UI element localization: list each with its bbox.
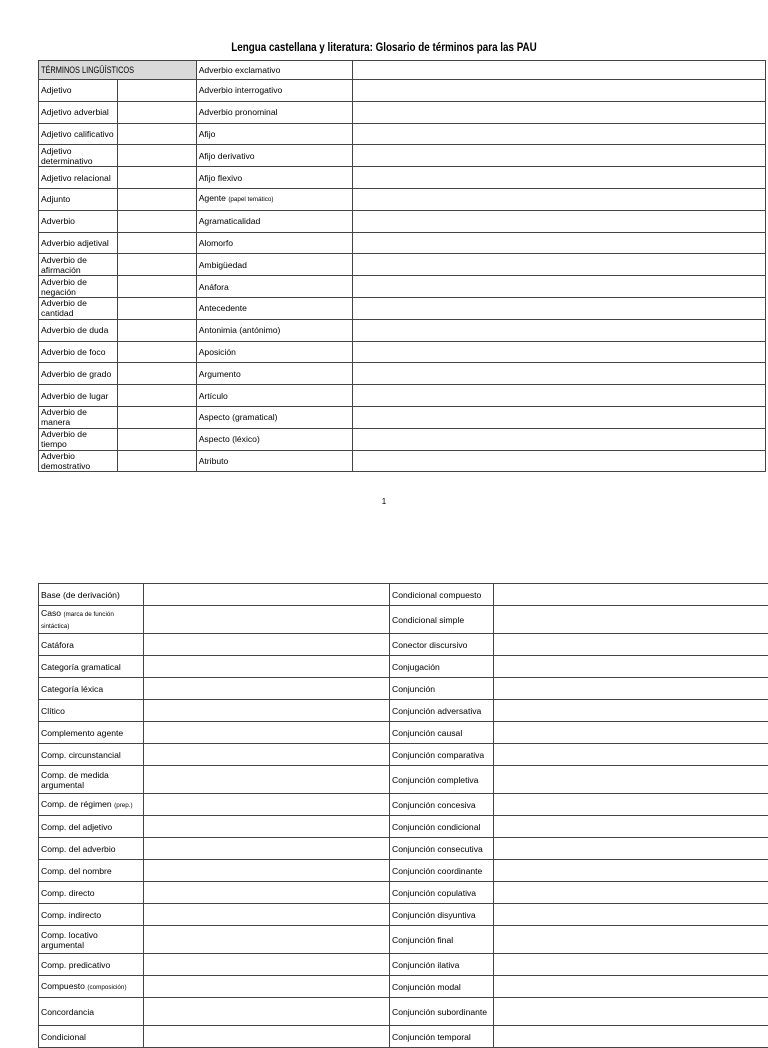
table-header-row xyxy=(39,61,766,80)
term-label: Adverbio interrogativo xyxy=(199,85,283,95)
term-label: Adverbio adjetival xyxy=(41,238,109,248)
term-cell xyxy=(390,656,494,678)
term-label: Conjunción temporal xyxy=(392,1032,471,1042)
term-label: Argumento xyxy=(199,369,241,379)
term-cell xyxy=(196,188,352,210)
term-cell xyxy=(390,606,494,634)
term-cell xyxy=(39,123,118,145)
table-row xyxy=(39,385,766,407)
term-label: Agente xyxy=(199,193,226,203)
definition-cell[interactable] xyxy=(352,123,765,145)
term-cell xyxy=(39,1026,144,1048)
table-row xyxy=(39,904,768,926)
definition-cell[interactable] xyxy=(117,232,196,254)
term-label: Base (de derivación) xyxy=(41,590,120,600)
term-cell xyxy=(39,363,118,385)
definition-cell[interactable] xyxy=(352,363,765,385)
term-label: Afijo derivativo xyxy=(199,151,255,161)
table-row xyxy=(39,860,768,882)
table-row xyxy=(39,744,768,766)
term-label: Aposición xyxy=(199,347,236,357)
term-label: Aspecto (léxico) xyxy=(199,434,260,444)
term-cell xyxy=(390,794,494,816)
term-label: Conjunción disyuntiva xyxy=(392,910,476,920)
term-label: Conjunción concesiva xyxy=(392,800,476,810)
definition-cell[interactable] xyxy=(117,188,196,210)
term-cell xyxy=(39,254,118,276)
term-cell: Adverbio exclamativo xyxy=(196,61,352,80)
definition-cell[interactable] xyxy=(494,882,768,904)
definition-cell[interactable] xyxy=(352,61,765,80)
term-label: Conjunción modal xyxy=(392,982,461,992)
term-cell xyxy=(390,678,494,700)
term-label: Conjunción consecutiva xyxy=(392,844,483,854)
definition-cell[interactable] xyxy=(352,210,765,232)
term-label: Comp. locativo argumental xyxy=(41,930,98,950)
definition-cell[interactable] xyxy=(352,385,765,407)
term-cell xyxy=(196,450,352,472)
definition-cell[interactable] xyxy=(494,722,768,744)
term-label: Condicional simple xyxy=(392,615,464,625)
term-label: Adjunto xyxy=(41,194,70,204)
term-label: Conjunción adversativa xyxy=(392,706,481,716)
term-cell xyxy=(390,1026,494,1048)
definition-cell[interactable] xyxy=(352,276,765,298)
table-row xyxy=(39,450,766,472)
term-label: Conjunción causal xyxy=(392,728,462,738)
term-cell xyxy=(196,341,352,363)
term-label: Concordancia xyxy=(41,1007,94,1017)
table-row xyxy=(39,80,766,102)
term-cell xyxy=(196,385,352,407)
term-cell xyxy=(39,232,118,254)
table-row xyxy=(39,700,768,722)
term-cell xyxy=(196,319,352,341)
term-label: Adverbio de duda xyxy=(41,325,108,335)
definition-cell[interactable] xyxy=(144,954,390,976)
term-cell xyxy=(39,904,144,926)
definition-cell[interactable] xyxy=(494,744,768,766)
definition-cell[interactable] xyxy=(494,998,768,1026)
term-label: Comp. del adjetivo xyxy=(41,822,112,832)
definition-cell[interactable] xyxy=(494,904,768,926)
definition-cell[interactable] xyxy=(352,297,765,319)
term-cell xyxy=(39,926,144,954)
definition-cell[interactable] xyxy=(117,363,196,385)
term-cell xyxy=(39,976,144,998)
glossary-table-1 xyxy=(38,60,766,472)
glossary-table-2 xyxy=(38,583,768,1048)
term-label: Adjetivo determinativo xyxy=(41,146,93,166)
definition-cell[interactable] xyxy=(144,656,390,678)
header-cell-terms xyxy=(39,61,197,80)
definition-cell[interactable] xyxy=(494,976,768,998)
term-label: Conjunción comparativa xyxy=(392,750,484,760)
term-label: Atributo xyxy=(199,456,229,466)
definition-cell[interactable] xyxy=(144,816,390,838)
term-cell xyxy=(196,101,352,123)
term-label: Condicional xyxy=(41,1032,86,1042)
term-cell xyxy=(390,634,494,656)
table-row xyxy=(39,722,768,744)
definition-cell[interactable] xyxy=(494,766,768,794)
table-row xyxy=(39,363,766,385)
term-label: Adjetivo calificativo xyxy=(41,129,114,139)
term-note: (prep.) xyxy=(114,802,133,809)
term-label: Alomorfo xyxy=(199,238,233,248)
table-row xyxy=(39,428,766,450)
term-cell xyxy=(196,254,352,276)
term-label: Conjunción copulativa xyxy=(392,888,476,898)
table-row xyxy=(39,998,768,1026)
term-label: Adverbio xyxy=(41,216,75,226)
definition-cell[interactable] xyxy=(494,656,768,678)
definition-cell[interactable] xyxy=(117,450,196,472)
table-row xyxy=(39,145,766,167)
term-cell xyxy=(39,276,118,298)
term-label: Ambigüedad xyxy=(199,260,247,270)
term-cell xyxy=(39,954,144,976)
table-row xyxy=(39,816,768,838)
definition-cell[interactable] xyxy=(117,385,196,407)
definition-cell[interactable] xyxy=(117,428,196,450)
term-cell xyxy=(390,700,494,722)
term-label: Antecedente xyxy=(199,303,247,313)
definition-cell[interactable] xyxy=(352,145,765,167)
term-label: Agramaticalidad xyxy=(199,216,261,226)
term-cell xyxy=(390,744,494,766)
term-cell xyxy=(39,816,144,838)
table-row xyxy=(39,210,766,232)
definition-cell[interactable] xyxy=(144,794,390,816)
term-label: Adjetivo xyxy=(41,85,72,95)
definition-cell[interactable] xyxy=(117,319,196,341)
term-cell xyxy=(196,210,352,232)
term-cell xyxy=(390,838,494,860)
definition-cell[interactable] xyxy=(494,926,768,954)
term-cell xyxy=(39,606,144,634)
term-cell xyxy=(390,722,494,744)
term-cell xyxy=(390,926,494,954)
table-row xyxy=(39,634,768,656)
term-cell xyxy=(196,406,352,428)
definition-cell[interactable] xyxy=(144,998,390,1026)
term-label: Comp. directo xyxy=(41,888,95,898)
definition-cell[interactable] xyxy=(494,794,768,816)
table-row xyxy=(39,319,766,341)
definition-cell[interactable] xyxy=(117,254,196,276)
term-label: Adverbio demostrativo xyxy=(41,451,90,471)
term-label: Categoría gramatical xyxy=(41,662,121,672)
term-cell xyxy=(196,428,352,450)
definition-cell[interactable] xyxy=(144,860,390,882)
term-cell xyxy=(390,882,494,904)
definition-cell[interactable] xyxy=(144,584,390,606)
table-row xyxy=(39,584,768,606)
term-label: Afijo flexivo xyxy=(199,173,242,183)
term-label: Conector discursivo xyxy=(392,640,467,650)
term-label: Adjetivo adverbial xyxy=(41,107,109,117)
term-label: Comp. del adverbio xyxy=(41,844,116,854)
term-label: Conjunción ilativa xyxy=(392,960,459,970)
definition-cell[interactable] xyxy=(144,766,390,794)
term-cell xyxy=(39,319,118,341)
header-label: TÉRMINOS LINGÜÍSTICOS xyxy=(41,65,134,75)
term-label: Antonimia (antónimo) xyxy=(199,325,281,335)
term-cell xyxy=(39,794,144,816)
term-label: Anáfora xyxy=(199,282,229,292)
table-row xyxy=(39,954,768,976)
page-number: 1 xyxy=(0,497,768,506)
table-row xyxy=(39,606,768,634)
table-row xyxy=(39,167,766,189)
definition-cell[interactable] xyxy=(494,1026,768,1048)
definition-cell[interactable] xyxy=(352,232,765,254)
definition-cell[interactable] xyxy=(144,1026,390,1048)
table-row xyxy=(39,276,766,298)
term-cell xyxy=(390,954,494,976)
table-row xyxy=(39,101,766,123)
definition-cell[interactable] xyxy=(117,80,196,102)
table-row xyxy=(39,1026,768,1048)
definition-cell[interactable] xyxy=(144,606,390,634)
definition-cell[interactable] xyxy=(352,188,765,210)
term-cell xyxy=(39,341,118,363)
term-label: Adverbio de foco xyxy=(41,347,106,357)
definition-cell[interactable] xyxy=(117,297,196,319)
definition-cell[interactable] xyxy=(144,882,390,904)
term-note: (composición) xyxy=(87,984,126,991)
table-row xyxy=(39,232,766,254)
definition-cell[interactable] xyxy=(144,634,390,656)
table-row xyxy=(39,297,766,319)
table-row xyxy=(39,678,768,700)
definition-cell[interactable] xyxy=(144,976,390,998)
term-cell xyxy=(39,406,118,428)
definition-cell[interactable] xyxy=(352,167,765,189)
term-cell xyxy=(390,976,494,998)
term-cell xyxy=(39,744,144,766)
definition-cell[interactable] xyxy=(117,167,196,189)
term-note: (papel temático) xyxy=(228,196,273,203)
definition-cell[interactable] xyxy=(352,450,765,472)
definition-cell[interactable] xyxy=(352,80,765,102)
term-cell xyxy=(39,838,144,860)
term-label: Comp. circunstancial xyxy=(41,750,121,760)
term-cell xyxy=(39,80,118,102)
table-row xyxy=(39,882,768,904)
term-label: Adverbio de lugar xyxy=(41,391,108,401)
term-label: Compuesto xyxy=(41,981,85,991)
table-row xyxy=(39,926,768,954)
definition-cell[interactable] xyxy=(494,860,768,882)
term-cell xyxy=(39,188,118,210)
term-label: Condicional compuesto xyxy=(392,590,481,600)
definition-cell[interactable] xyxy=(144,838,390,860)
definition-cell[interactable] xyxy=(117,145,196,167)
definition-cell[interactable] xyxy=(117,101,196,123)
term-cell xyxy=(390,904,494,926)
term-label: Conjunción xyxy=(392,684,435,694)
definition-cell[interactable] xyxy=(494,954,768,976)
definition-cell[interactable] xyxy=(144,700,390,722)
definition-cell[interactable] xyxy=(144,678,390,700)
term-cell xyxy=(39,145,118,167)
term-cell xyxy=(390,860,494,882)
definition-cell[interactable] xyxy=(352,428,765,450)
term-label: Conjunción condicional xyxy=(392,822,480,832)
term-label: Catáfora xyxy=(41,640,74,650)
term-cell xyxy=(196,145,352,167)
term-label: Complemento agente xyxy=(41,728,123,738)
definition-cell[interactable] xyxy=(494,838,768,860)
definition-cell[interactable] xyxy=(144,744,390,766)
term-label: Conjunción completiva xyxy=(392,775,478,785)
table-row xyxy=(39,656,768,678)
table-row xyxy=(39,406,766,428)
term-cell xyxy=(390,816,494,838)
definition-cell[interactable] xyxy=(352,101,765,123)
term-label: Conjunción subordinante xyxy=(392,1007,487,1017)
term-cell xyxy=(39,450,118,472)
term-cell xyxy=(39,584,144,606)
table-row xyxy=(39,254,766,276)
definition-cell[interactable] xyxy=(117,210,196,232)
definition-cell[interactable] xyxy=(352,254,765,276)
term-cell xyxy=(39,210,118,232)
table-row xyxy=(39,838,768,860)
definition-cell[interactable] xyxy=(494,606,768,634)
term-cell xyxy=(39,297,118,319)
definition-cell[interactable] xyxy=(494,700,768,722)
definition-cell[interactable] xyxy=(494,634,768,656)
term-label: Conjunción coordinante xyxy=(392,866,482,876)
table-row xyxy=(39,188,766,210)
term-label: Adverbio de tiempo xyxy=(41,429,87,449)
term-cell xyxy=(390,584,494,606)
definition-cell[interactable] xyxy=(117,123,196,145)
term-cell xyxy=(39,101,118,123)
term-label: Comp. de régimen xyxy=(41,799,112,809)
term-cell xyxy=(196,80,352,102)
definition-cell[interactable] xyxy=(494,816,768,838)
term-cell xyxy=(39,860,144,882)
term-label: Adjetivo relacional xyxy=(41,173,111,183)
definition-cell[interactable] xyxy=(117,276,196,298)
term-cell xyxy=(196,297,352,319)
table-row xyxy=(39,766,768,794)
definition-cell[interactable] xyxy=(352,319,765,341)
table-row xyxy=(39,341,766,363)
term-label: Aspecto (gramatical) xyxy=(199,412,278,422)
term-cell xyxy=(390,998,494,1026)
term-label: Adverbio de manera xyxy=(41,407,87,427)
definition-cell[interactable] xyxy=(494,584,768,606)
term-cell xyxy=(39,385,118,407)
term-label: Caso xyxy=(41,608,61,618)
definition-cell[interactable] xyxy=(144,926,390,954)
term-note: (marca de función sintáctica) xyxy=(41,611,114,630)
term-label: Conjugación xyxy=(392,662,440,672)
page-title: Lengua castellana y literatura: Glosario de términos para las PAU xyxy=(69,40,699,54)
term-cell xyxy=(196,276,352,298)
term-label: Comp. indirecto xyxy=(41,910,101,920)
term-cell xyxy=(39,634,144,656)
term-label: Adverbio de negación xyxy=(41,277,87,297)
term-label: Comp. de medida argumental xyxy=(41,770,109,790)
term-label: Comp. predicativo xyxy=(41,960,110,970)
term-cell xyxy=(39,656,144,678)
term-cell xyxy=(39,882,144,904)
term-cell xyxy=(39,428,118,450)
term-label: Afijo xyxy=(199,129,216,139)
term-label: Artículo xyxy=(199,391,228,401)
definition-cell[interactable] xyxy=(352,341,765,363)
term-label: Adverbio de cantidad xyxy=(41,298,87,318)
table-row xyxy=(39,794,768,816)
term-label: Conjunción final xyxy=(392,935,453,945)
term-label: Adverbio pronominal xyxy=(199,107,278,117)
term-label: Adverbio de grado xyxy=(41,369,111,379)
term-label: Adverbio de afirmación xyxy=(41,255,87,275)
term-cell xyxy=(196,363,352,385)
table-row xyxy=(39,976,768,998)
term-cell xyxy=(196,167,352,189)
term-cell xyxy=(39,700,144,722)
term-cell xyxy=(39,998,144,1026)
term-cell xyxy=(390,766,494,794)
definition-cell[interactable] xyxy=(144,904,390,926)
term-label: Comp. del nombre xyxy=(41,866,112,876)
term-label: Clítico xyxy=(41,706,65,716)
definition-cell[interactable] xyxy=(144,722,390,744)
definition-cell[interactable] xyxy=(117,341,196,363)
definition-cell[interactable] xyxy=(352,406,765,428)
table-row xyxy=(39,123,766,145)
definition-cell[interactable] xyxy=(494,678,768,700)
definition-cell[interactable] xyxy=(117,406,196,428)
term-label: Categoría léxica xyxy=(41,684,103,694)
term-cell xyxy=(39,766,144,794)
term-cell xyxy=(39,722,144,744)
term-cell xyxy=(39,167,118,189)
term-cell xyxy=(39,678,144,700)
term-cell xyxy=(196,232,352,254)
term-cell xyxy=(196,123,352,145)
